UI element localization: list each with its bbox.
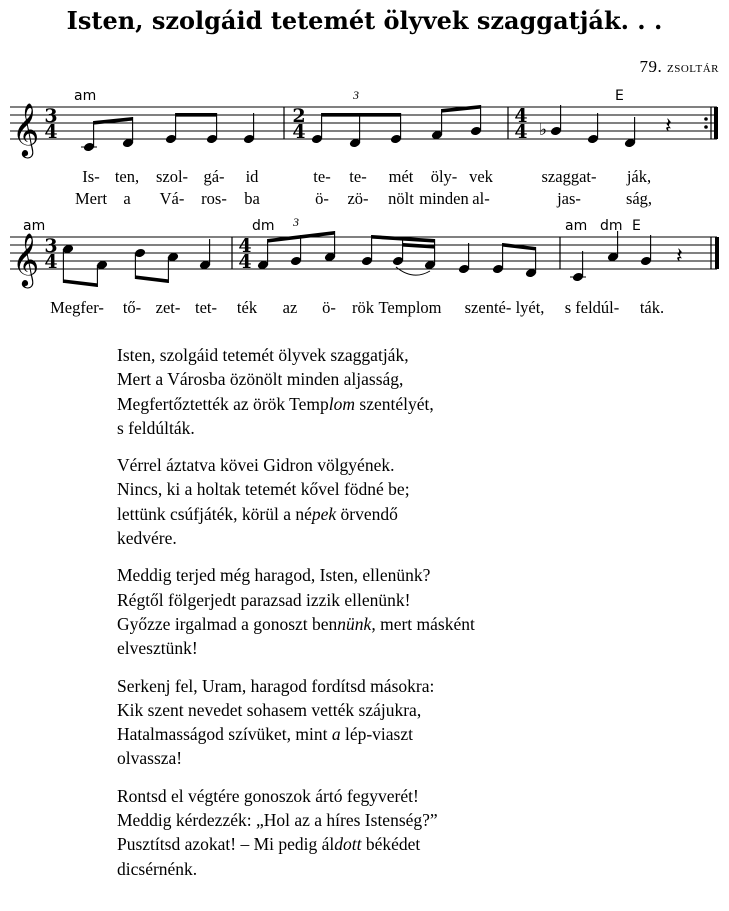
repeat-dot <box>704 117 708 121</box>
treble-clef-icon: 𝄞 <box>12 102 40 156</box>
poem-text <box>117 343 697 894</box>
lyric-syllable: s feldúl- <box>564 298 620 317</box>
poem-stanza <box>117 343 697 440</box>
lyric-syllable: lyét, <box>515 298 545 317</box>
lyric-syllable: ten, <box>114 167 140 186</box>
flat-sign-icon: ♭ <box>539 120 548 140</box>
time-signature-bottom: 4 <box>44 121 58 143</box>
line-text: Hatalmasságod szívüket, mint <box>117 724 332 745</box>
song-title: Isten, szolgáid tetemét ölyvek szaggatják. . . <box>66 6 663 35</box>
line-text: mert másként <box>375 613 475 634</box>
note-beam <box>322 113 401 117</box>
line-text: örvendő <box>336 503 398 524</box>
treble-clef-icon: 𝄞 <box>12 232 40 286</box>
lyric-syllable: Vá- <box>159 189 185 208</box>
italic-text: dott <box>334 834 362 855</box>
chord-symbol: am <box>23 218 46 234</box>
italic-text: nünk, <box>337 613 376 634</box>
lyric-syllable: tő- <box>122 298 142 317</box>
poem-stanza <box>117 674 697 771</box>
lyric-syllable: ö- <box>315 189 329 208</box>
poem-line <box>117 612 697 636</box>
italic-text: pek <box>311 503 337 524</box>
lyric-syllable: Is- <box>82 167 100 186</box>
lyric-syllable: ják, <box>626 167 652 186</box>
poem-line <box>117 453 697 477</box>
lyric-syllable: zet- <box>155 298 181 317</box>
line-text: lép-viaszt <box>340 724 413 745</box>
italic-text: lom <box>328 393 356 414</box>
lyric-syllable: tet- <box>195 298 217 317</box>
poem-line <box>117 588 697 612</box>
poem-line <box>117 526 697 550</box>
line-text: dicsérnénk. <box>117 858 198 879</box>
time-signature-top: 4 <box>514 105 528 127</box>
poem-line <box>117 502 697 526</box>
lyric-syllable: al- <box>472 189 490 208</box>
time-signature-bottom: 4 <box>238 251 252 273</box>
time-signature-top: 4 <box>238 235 252 257</box>
lyric-syllable: te- <box>313 167 331 186</box>
line-text: szentélyét, <box>355 393 434 414</box>
slur <box>396 267 430 275</box>
line-text: Vérrel áztatva kövei Gidron völgyének. <box>117 455 395 476</box>
lyric-syllable: Templom <box>378 298 442 317</box>
lyric-syllable: ták. <box>639 298 665 317</box>
lyric-syllable: nölt <box>388 189 414 208</box>
lyric-syllable: minden <box>419 189 469 208</box>
time-signature-top: 3 <box>44 105 58 127</box>
line-text: Isten, szolgáid tetemét ölyvek szaggatják, <box>117 345 409 365</box>
repeat-dot <box>704 125 708 129</box>
triplet-number: 3 <box>353 88 359 102</box>
poem-line <box>117 698 697 722</box>
lyric-syllable: Mert <box>74 189 108 208</box>
poem-line <box>117 722 697 746</box>
poem-line <box>117 636 697 660</box>
poem-line <box>117 746 697 770</box>
poem-line <box>117 808 697 832</box>
lyric-syllable: zö- <box>347 189 369 208</box>
poem-line <box>117 367 697 391</box>
line-text: olvassza! <box>117 748 183 769</box>
line-text: Rontsd el végtére gonoszok ártó fegyverét! <box>117 785 419 806</box>
poem-line <box>117 563 697 587</box>
line-text: Győzze irgalmad a gonoszt ben <box>117 613 338 634</box>
lyric-syllable: ba <box>244 189 260 208</box>
lyric-syllable: jas- <box>557 189 581 208</box>
lyric-syllable: ság, <box>625 189 653 208</box>
lyric-syllable: mét <box>388 167 414 186</box>
poem-line <box>117 784 697 808</box>
lyric-syllable: vek <box>469 167 493 186</box>
lyric-syllable: te- <box>349 167 367 186</box>
line-text: Meddig kérdezzék: „Hol az a híres Istenség?” <box>117 810 438 831</box>
note-beam <box>135 275 168 283</box>
note-beam <box>503 243 536 251</box>
poem-line <box>117 343 697 367</box>
chord-symbol: dm <box>252 218 275 234</box>
line-text: kedvére. <box>117 528 177 549</box>
line-text: lettünk csúfjáték, körül a né <box>117 503 312 524</box>
lyric-syllable: szenté- <box>464 298 512 317</box>
chord-symbol: E <box>632 218 641 234</box>
lyric-syllable: ték <box>236 298 258 317</box>
final-barline <box>714 107 718 139</box>
line-text: Serkenj fel, Uram, haragod fordítsd másokra: <box>117 675 435 696</box>
line-text: Nincs, ki a holtak tetemét kővel födné be; <box>117 479 410 500</box>
poem-stanza <box>117 784 697 881</box>
poem-line <box>117 477 697 501</box>
time-signature-bottom: 4 <box>292 121 306 143</box>
chord-symbol: am <box>74 88 97 104</box>
poem-line <box>117 416 697 440</box>
poem-line <box>117 674 697 698</box>
psalm-reference <box>640 57 720 77</box>
time-signature-top: 3 <box>44 235 58 257</box>
note-beam <box>63 279 97 287</box>
triplet-number: 3 <box>293 215 299 229</box>
note-beam <box>403 243 435 249</box>
note-beam <box>442 105 481 113</box>
final-barline <box>715 237 719 269</box>
lyric-syllable: szaggat- <box>541 167 597 186</box>
psalm-number: 79. <box>639 57 663 76</box>
quarter-rest-icon: 𝄽 <box>676 244 683 269</box>
note-beam <box>176 113 217 117</box>
lyric-syllable: id <box>245 167 259 186</box>
chord-symbol: dm <box>600 218 623 234</box>
lyric-syllable: rök <box>352 298 374 317</box>
lyric-syllable: a <box>123 189 131 208</box>
poem-stanza <box>117 563 697 660</box>
chord-symbol: am <box>565 218 588 234</box>
quarter-rest-icon: 𝄽 <box>665 114 672 139</box>
poem-line <box>117 857 697 881</box>
staff-system-1 <box>10 88 718 208</box>
line-text: elvesztünk! <box>117 638 198 659</box>
line-text: Pusztítsd azokat! – Mi pedig ál <box>117 834 335 855</box>
lyric-syllable: Megfer- <box>50 298 104 317</box>
poem-line <box>117 392 697 416</box>
poem-line <box>117 832 697 856</box>
lyric-syllable: az <box>282 298 298 317</box>
poem-stanza <box>117 453 697 550</box>
time-signature-top: 2 <box>292 105 306 127</box>
lyric-syllable: öly- <box>430 167 458 186</box>
line-text: Megfertőztették az örök Temp <box>117 393 329 414</box>
lyric-syllable: szol- <box>155 167 189 186</box>
time-signature-bottom: 4 <box>44 251 58 273</box>
line-text: Meddig terjed még haragod, Isten, ellenünk? <box>117 565 431 586</box>
line-text: Kik szent nevedet sohasem vették szájukra, <box>117 699 422 720</box>
line-text: Régtől fölgerjedt parazsad izzik ellenünk! <box>117 589 411 610</box>
line-text: s feldúlták. <box>117 417 195 438</box>
italic-text: a <box>331 724 341 745</box>
psalm-label: zsoltár <box>667 59 719 76</box>
line-text: Mert a Városba özönölt minden aljasság, <box>117 369 404 390</box>
staff-system-2 <box>10 215 719 317</box>
chord-symbol: E <box>615 88 624 104</box>
lyric-syllable: ö- <box>322 298 336 317</box>
line-text: békédet <box>361 834 421 855</box>
music-score <box>0 80 729 325</box>
time-signature-bottom: 4 <box>514 121 528 143</box>
lyric-syllable: gá- <box>203 167 225 186</box>
lyric-syllable: ros- <box>201 189 227 208</box>
